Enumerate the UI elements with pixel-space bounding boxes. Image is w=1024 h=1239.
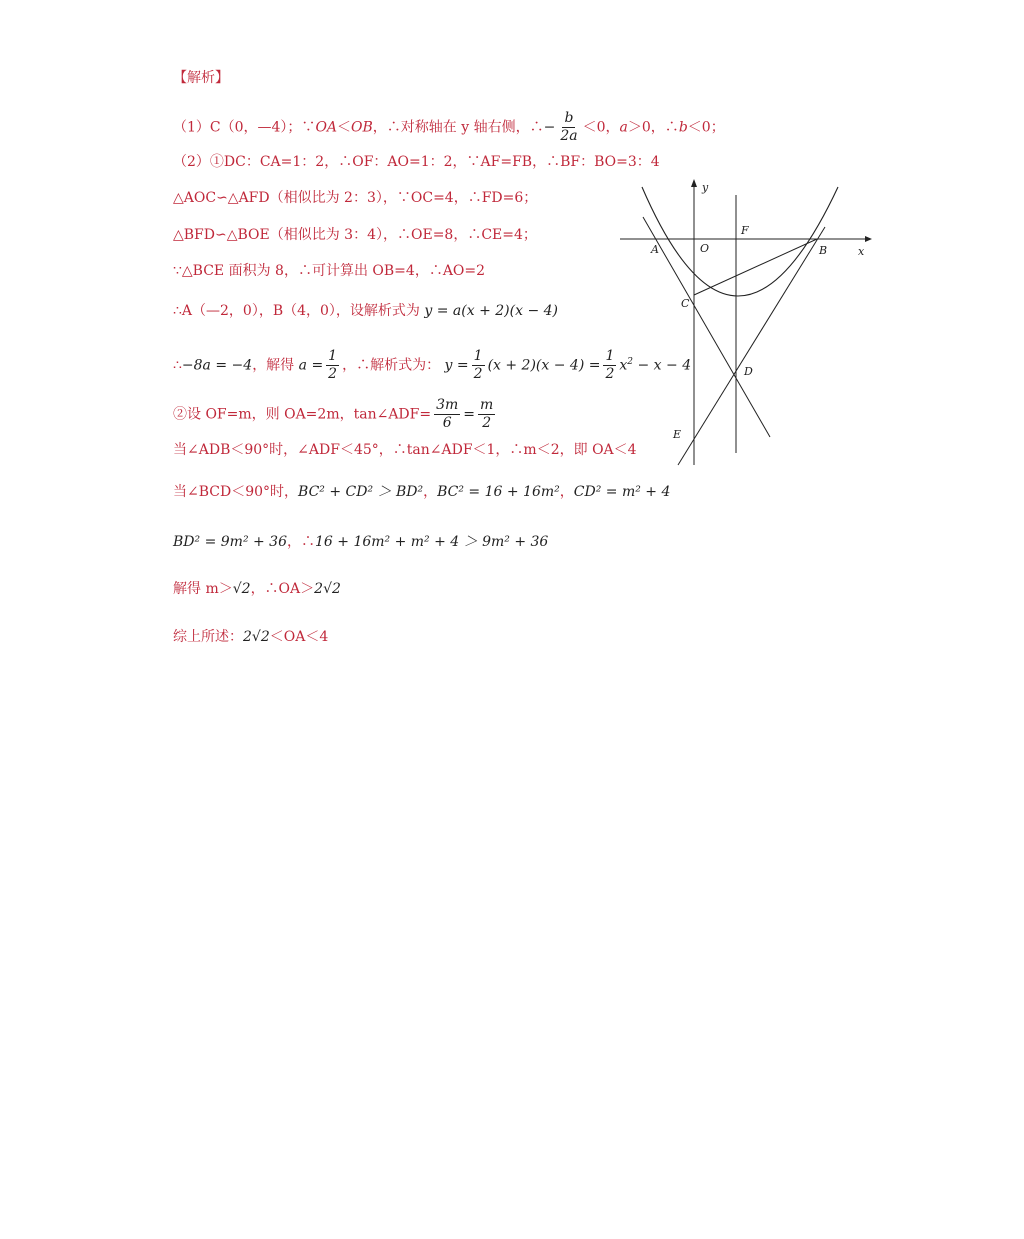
label-B: B	[819, 244, 828, 257]
part1-line: （1）C（0，—4）；∵OA＜OB，∴对称轴在 y 轴右侧，∴− $\frac{b}{2a}$ ＜0，a＞0，∴b＜0；	[173, 110, 725, 144]
part2-line8: 当∠ADB＜90°时，∠ADF＜45°，∴tan∠ADF＜1，∴m＜2，即 OA＜4	[173, 442, 637, 458]
part2-line6: ∴−8a = −4，解得 a = $\frac{1}{2}$ ，∴解析式为： y = $\frac{1}{2}$ (x + 2)(x − 4) = $\frac{1}{2}$ $x^2 - x - 4$	[173, 348, 692, 382]
label-y: y	[702, 181, 709, 194]
parabola-diagram	[610, 175, 875, 470]
fraction-3m-over-6: $\frac{3m}{6}$	[436, 397, 459, 431]
fraction-m-over-2: $\frac{m}{2}$	[480, 397, 494, 431]
solution-heading: 【解析】	[173, 70, 229, 86]
segment-CB	[694, 239, 817, 295]
part2-line4: ∵△BCE 面积为 8，∴可计算出 OB=4，∴AO=2	[173, 263, 486, 279]
part2-line5: ∴A（—2，0），B（4，0），设解析式为 y = a(x + 2)(x − 4)	[173, 303, 558, 319]
line-B-through-D-E	[678, 227, 828, 465]
fraction-one-half-3: $\frac{1}{2}$	[605, 348, 615, 382]
label-D: D	[744, 365, 753, 378]
label-A: A	[651, 243, 659, 256]
part2-line9: 当∠BCD＜90°时，BC² + CD² ＞ BD²，BC² = 16 + 16m²，CD² = m² + 4	[173, 484, 671, 500]
fraction-one-half-2: $\frac{1}{2}$	[473, 348, 483, 382]
label-C: C	[681, 297, 690, 310]
x-axis-arrow-icon	[865, 236, 872, 242]
fraction-b-over-2a: $\frac{b}{2a}$	[560, 110, 578, 144]
part2-line11: 解得 m＞√2，∴OA＞2√2	[173, 581, 341, 597]
part2-line10: BD² = 9m² + 36，∴16 + 16m² + m² + 4 ＞ 9m² + 36	[173, 534, 549, 550]
part2-line3: △BFD∽△BOE（相似比为 3：4），∴OE=8，∴CE=4；	[173, 227, 537, 243]
part2-line2: △AOC∽△AFD（相似比为 2：3），∵OC=4，∴FD=6；	[173, 190, 538, 206]
label-F: F	[741, 224, 749, 237]
label-O: O	[700, 242, 710, 255]
label-x: x	[858, 245, 865, 258]
parabola-curve	[642, 187, 838, 296]
label-E: E	[673, 428, 682, 441]
part2-line1: （2）①DC：CA=1：2，∴OF：AO=1：2，∵AF=FB，∴BF：BO=3：4	[173, 154, 660, 170]
fraction-one-half: $\frac{1}{2}$	[328, 348, 338, 382]
y-axis-arrow-icon	[691, 179, 697, 187]
conclusion-line: 综上所述：2√2＜OA＜4	[173, 629, 329, 645]
part2-line7: ②设 OF=m，则 OA=2m，tan∠ADF= $\frac{3m}{6}$ = $\frac{m}{2}$	[173, 397, 494, 431]
